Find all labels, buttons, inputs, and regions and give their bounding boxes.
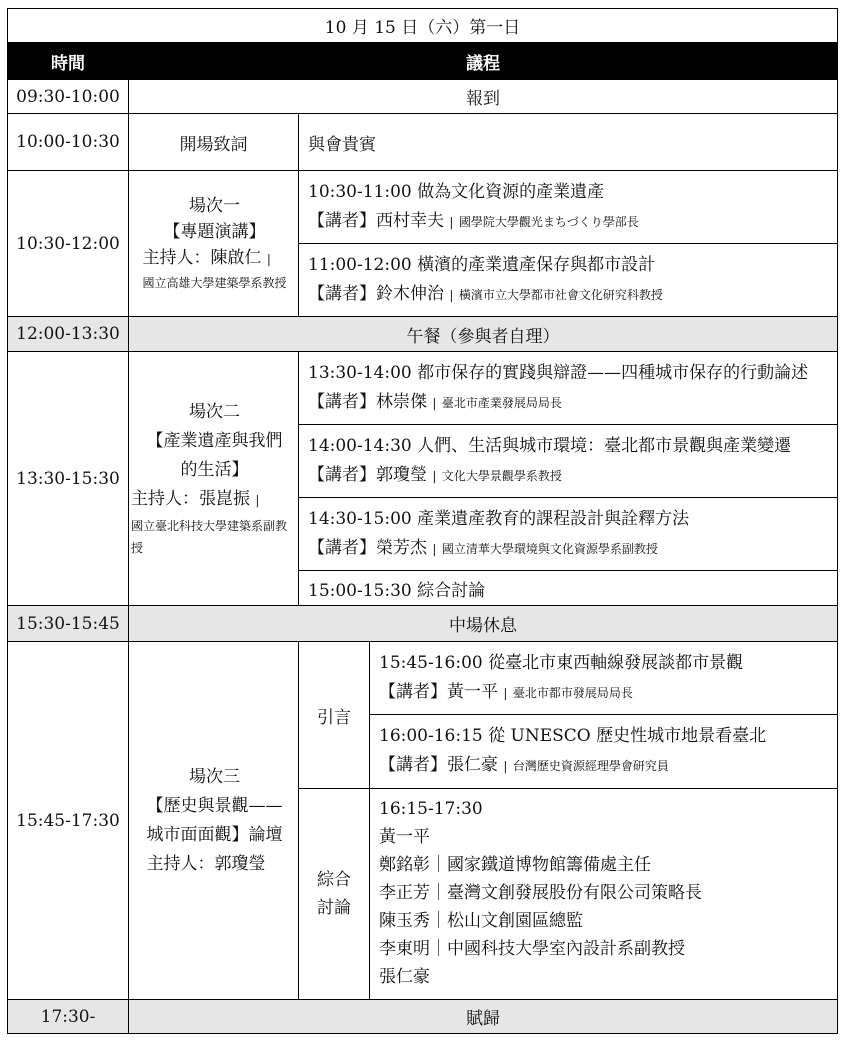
row-session2-talk1 (8, 352, 838, 425)
row-end (8, 1000, 838, 1034)
panelist: 李東明｜中國科技大學室內設計系副教授 (379, 939, 685, 959)
session1-host: 主持人：陳啟仁 | (142, 248, 271, 268)
session2-theme-2: 的生活】 (180, 460, 249, 480)
row-session3-talk1 (8, 642, 838, 715)
talk-title: 13:30-14:00 都市保存的實踐與辯證——四種城市保存的行動論述 (308, 362, 809, 383)
session3-info (129, 642, 299, 1000)
talk-speaker: 【講者】郭瓊瑩 | 文化大學景觀學系教授 (308, 464, 562, 485)
talk-title: 14:30-15:00 產業遺產教育的課程設計與詮釋方法 (308, 508, 690, 529)
session3-time: 15:45-17:30 (8, 642, 129, 1000)
intro-label: 引言 (299, 642, 370, 789)
panelist: 陳玉秀｜松山文創園區總監 (379, 911, 583, 931)
row-label: 午餐（參與者自理） (129, 317, 838, 352)
session2-theme-1: 【產業遺產與我們 (146, 431, 283, 451)
header-time: 時間 (8, 43, 129, 80)
panelist: 李正芳｜臺灣文創發展股份有限公司策略長 (379, 883, 702, 903)
talk (370, 715, 838, 789)
row-label: 中場休息 (129, 606, 838, 642)
talk-speaker: 【講者】西村幸夫 | 國學院大學觀光まちづくり學部長 (308, 210, 639, 231)
row-label: 開場致詞 (129, 114, 299, 171)
header-row (8, 43, 838, 80)
talk (299, 425, 838, 498)
session2-host-affil: 國立臺北科技大學建築系副教授 (131, 519, 288, 555)
talk-title: 11:00-12:00 橫濱的產業遺產保存與都市設計 (308, 254, 656, 275)
session2-time: 13:30-15:30 (8, 352, 129, 606)
row-time: 15:30-15:45 (8, 606, 129, 642)
row-time: 10:00-10:30 (8, 114, 129, 171)
panelist: 黃一平 (379, 827, 430, 847)
panel-list (370, 789, 838, 1000)
session3-theme-1: 【歷史與景觀—— (146, 795, 283, 816)
talk-title: 16:00-16:15 從 UNESCO 歷史性城市地景看臺北 (379, 726, 767, 746)
row-time: 17:30- (8, 1000, 129, 1034)
session3-title: 場次三 (189, 766, 240, 787)
talk (299, 171, 838, 244)
panelist: 鄭銘彰｜國家鐵道博物館籌備處主任 (379, 855, 651, 875)
talk-title: 10:30-11:00 做為文化資源的產業遺產 (308, 181, 605, 202)
session1-time: 10:30-12:00 (8, 171, 129, 317)
talk (299, 352, 838, 425)
row-detail: 與會貴賓 (299, 114, 838, 171)
day-title: 10 月 15 日（六）第一日 (8, 9, 838, 43)
session3-host: 主持人：郭瓊瑩 (146, 853, 266, 874)
panelist: 張仁豪 (379, 967, 430, 987)
session2-info (129, 352, 299, 606)
talk (299, 498, 838, 571)
row-lunch (8, 317, 838, 352)
session1-theme: 【專題演講】 (163, 222, 266, 242)
row-label: 報到 (129, 80, 838, 114)
session1-host-affil: 國立高雄大學建築學系教授 (142, 276, 287, 290)
agenda-table (7, 8, 838, 1034)
day-title-row (8, 9, 838, 43)
row-session1-talk1 (8, 171, 838, 244)
row-registration (8, 80, 838, 114)
row-label: 賦歸 (129, 1000, 838, 1034)
session2-title: 場次二 (189, 402, 240, 422)
row-time: 09:30-10:00 (8, 80, 129, 114)
talk (299, 244, 838, 317)
talk-title: 15:45-16:00 從臺北市東西軸線發展談都市景觀 (379, 652, 744, 673)
talk-speaker: 【講者】榮芳杰 | 國立清華大學環境與文化資源學系副教授 (308, 537, 658, 558)
session1-title: 場次一 (188, 196, 240, 216)
session1-info (129, 171, 299, 317)
panel-label: 綜合 討論 (299, 789, 370, 1000)
session2-discussion: 15:00-15:30 綜合討論 (299, 571, 838, 606)
talk-speaker: 【講者】林崇傑 | 臺北市產業發展局局長 (308, 391, 562, 412)
talk-title: 14:00-14:30 人們、生活與城市環境：臺北都市景觀與產業變遷 (308, 435, 792, 456)
session2-host: 主持人：張崑振 | (131, 489, 260, 509)
header-agenda: 議程 (129, 43, 838, 80)
row-time: 12:00-13:30 (8, 317, 129, 352)
talk-speaker: 【講者】鈴木伸治 | 橫濱市立大學都市社會文化研究科教授 (308, 283, 663, 304)
panel-time: 16:15-17:30 (379, 799, 483, 819)
talk-speaker: 【講者】黃一平 | 臺北市都市發展局局長 (379, 681, 633, 702)
talk (370, 642, 838, 715)
session3-theme-2: 城市面面觀】論壇 (146, 824, 283, 845)
talk-speaker: 【講者】張仁豪 | 台灣歷史資源經理學會研究員 (379, 755, 669, 775)
row-opening (8, 114, 838, 171)
row-break (8, 606, 838, 642)
